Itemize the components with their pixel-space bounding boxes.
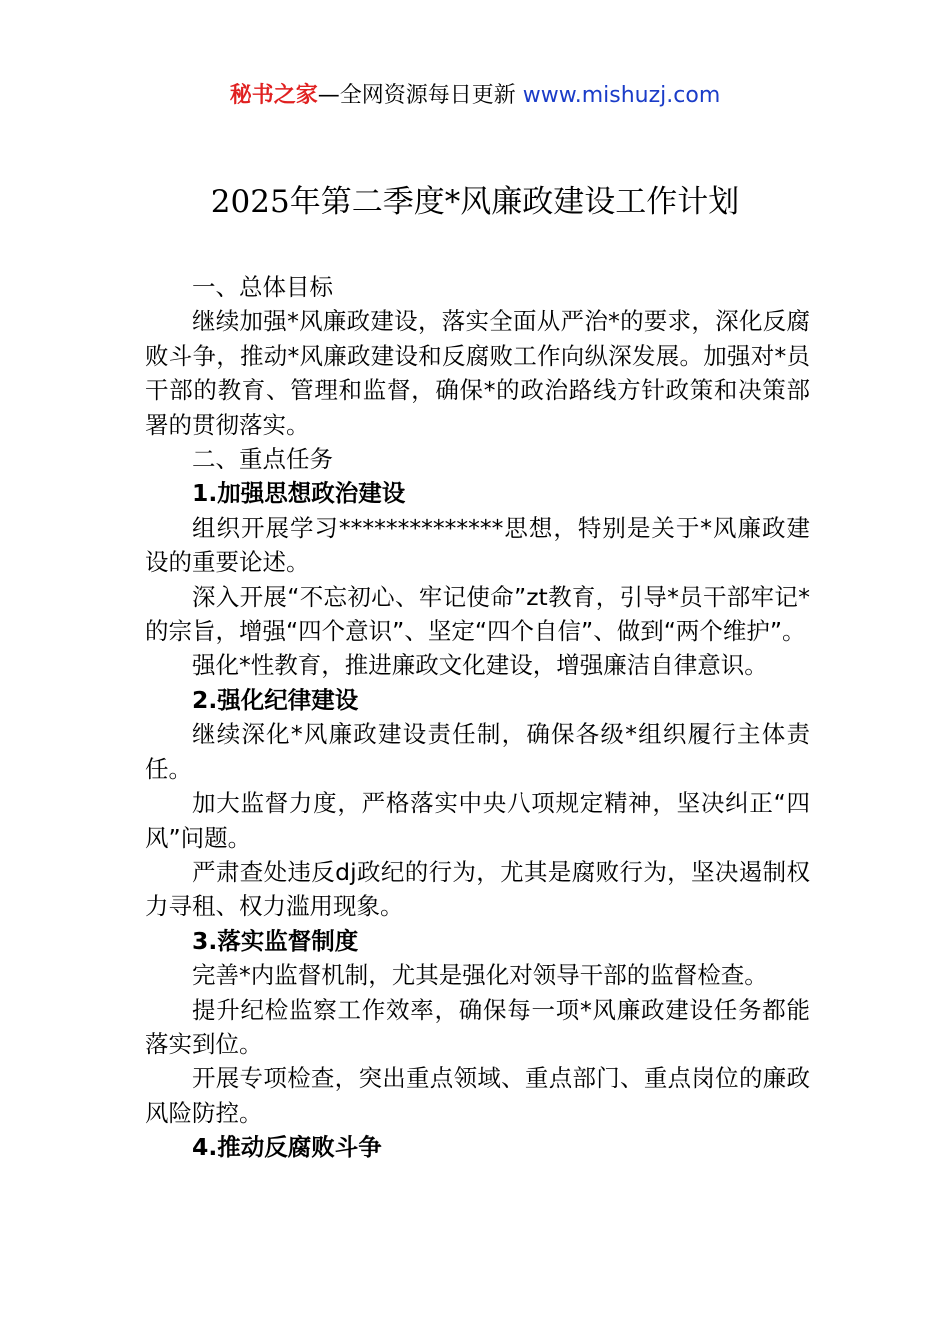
paragraph: 严肃查处违反dj政纪的行为，尤其是腐败行为，坚决遏制权力寻租、权力滥用现象。 bbox=[145, 857, 810, 921]
subheading-supervision-system: 3.落实监督制度 bbox=[192, 926, 359, 955]
subheading-ideological-building: 1.加强思想政治建设 bbox=[192, 479, 406, 508]
paragraph: 深入开展“不忘初心、牢记使命”zt教育，引导*员干部牢记*的宗旨，增强“四个意识”、坚定“四个自信”、做到“两个维护”。 bbox=[145, 582, 810, 646]
paragraph: 加大监督力度，严格落实中央八项规定精神，坚决纠正“四风”问题。 bbox=[145, 789, 810, 852]
paragraph: 完善*内监督机制，尤其是强化对领导干部的监督检查。 bbox=[192, 961, 768, 990]
paragraph: 强化*性教育，推进廉政文化建设，增强廉洁自律意识。 bbox=[192, 651, 768, 680]
paragraph: 提升纪检监察工作效率，确保每一项*风廉政建设任务都能落实到位。 bbox=[145, 995, 810, 1058]
site-url-link[interactable]: www.mishuzj.com bbox=[522, 83, 721, 108]
paragraph: 组织开展学习**************思想，特别是关于*风廉政建设的重要论述。 bbox=[145, 513, 810, 577]
document-body bbox=[145, 270, 810, 1165]
document-title: 2025年第二季度*风廉政建设工作计划 bbox=[210, 184, 740, 220]
site-header bbox=[0, 80, 950, 112]
brand-name: 秘书之家 bbox=[229, 83, 318, 108]
subheading-discipline-building: 2.强化纪律建设 bbox=[192, 685, 359, 714]
paragraph: 继续深化*风廉政建设责任制，确保各级*组织履行主体责任。 bbox=[145, 720, 810, 783]
subheading-anti-corruption: 4.推动反腐败斗争 bbox=[192, 1133, 382, 1162]
section-heading-overall-goal: 一、总体目标 bbox=[192, 273, 333, 301]
paragraph: 继续加强*风廉政建设，落实全面从严治*的要求，深化反腐败斗争，推动*风廉政建设和反腐败工作向纵深发展。加强对*员干部的教育、管理和监督，确保*的政治路线方针政策和决策部署的贯彻落实。 bbox=[145, 307, 810, 439]
header-slogan: —全网资源每日更新 bbox=[317, 83, 523, 108]
paragraph: 开展专项检查，突出重点领域、重点部门、重点岗位的廉政风险防控。 bbox=[145, 1064, 810, 1127]
section-heading-key-tasks: 二、重点任务 bbox=[192, 445, 333, 474]
